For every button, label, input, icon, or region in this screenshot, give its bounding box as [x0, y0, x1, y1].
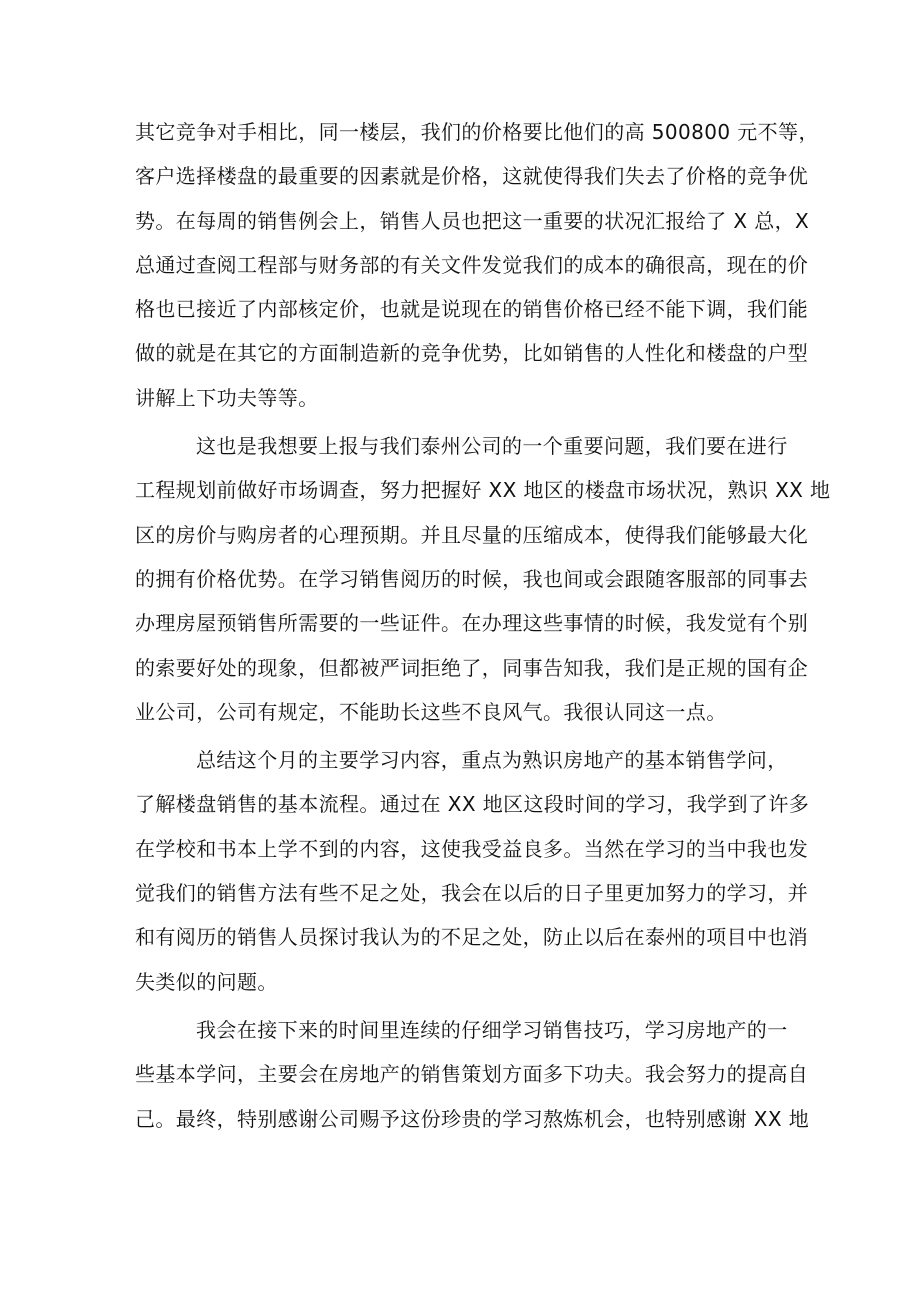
- paragraph-2: [135, 424, 831, 734]
- text-line: 和有阅历的销售人员探讨我认为的不足之处，防止以后在泰州的项目中也消: [135, 925, 809, 950]
- document-body: [135, 110, 831, 1141]
- text-line: 业公司，公司有规定，不能助长这些不良风气。我很认同这一点。: [135, 699, 727, 724]
- text-line: 做的就是在其它的方面制造新的竞争优势，比如销售的人性化和楼盘的户型: [135, 341, 809, 366]
- text-line: 了解楼盘销售的基本流程。通过在 XX 地区这段时间的学习，我学到了许多: [135, 792, 810, 817]
- text-line: 的拥有价格优势。在学习销售阅历的时候，我也间或会跟随客服部的同事去: [135, 566, 809, 591]
- text-line: 工程规划前做好市场调查，努力把握好 XX 地区的楼盘市场状况，熟识 XX 地: [135, 478, 831, 503]
- text-line: 势。在每周的销售例会上，销售人员也把这一重要的状况汇报给了 X 总，X: [135, 208, 810, 233]
- paragraph-4: [135, 1008, 810, 1141]
- paragraph-3: [135, 738, 810, 1004]
- text-line: 格也已接近了内部核定价，也就是说现在的销售价格已经不能下调，我们能: [135, 297, 809, 322]
- text-line: 讲解上下功夫等等。: [135, 385, 319, 410]
- paragraph-1: [135, 110, 819, 420]
- text-line: 区的房价与购房者的心理预期。并且尽量的压缩成本，使得我们能够最大化: [135, 522, 809, 547]
- text-line-first: 我会在接下来的时间里连续的仔细学习销售技巧，学习房地产的一: [196, 1017, 788, 1042]
- text-line: 己。最终，特别感谢公司赐予这份珍贵的学习熬炼机会，也特别感谢 XX 地: [135, 1106, 810, 1131]
- text-line: 其它竞争对手相比，同一楼层，我们的价格要比他们的高 500800 元不等，: [135, 120, 819, 144]
- text-line: 办理房屋预销售所需要的一些证件。在办理这些事情的时候，我发觉有个别: [135, 611, 809, 636]
- text-line: 些基本学问，主要会在房地产的销售策划方面多下功夫。我会努力的提高自: [135, 1062, 809, 1087]
- text-line: 的索要好处的现象，但都被严词拒绝了，同事告知我，我们是正规的国有企: [135, 655, 809, 680]
- text-line-first: 总结这个月的主要学习内容，重点为熟识房地产的基本销售学问，: [196, 748, 788, 773]
- text-line: 在学校和书本上学不到的内容，这使我受益良多。当然在学习的当中我也发: [135, 836, 809, 861]
- text-line: 客户选择楼盘的最重要的因素就是价格，这就使得我们失去了价格的竞争优: [135, 164, 809, 189]
- text-line: 总通过查阅工程部与财务部的有关文件发觉我们的成本的确很高，现在的价: [135, 252, 809, 277]
- text-line: 失类似的问题。: [135, 969, 278, 994]
- text-line-first: 这也是我想要上报与我们泰州公司的一个重要问题，我们要在进行: [196, 434, 788, 459]
- text-line: 觉我们的销售方法有些不足之处，我会在以后的日子里更加努力的学习，并: [135, 881, 809, 906]
